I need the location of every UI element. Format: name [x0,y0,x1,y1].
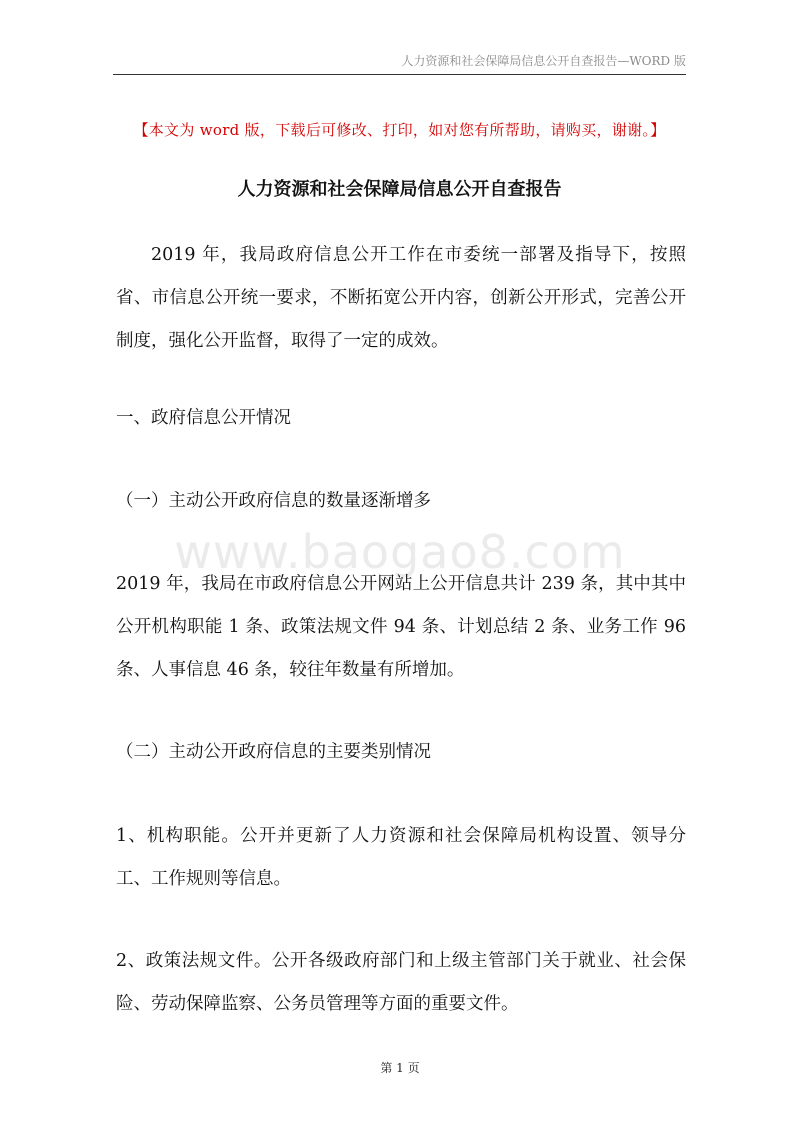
header-divider [113,74,686,75]
list-item-1: 1、机构职能。公开并更新了人力资源和社会保障局机构设置、领导分工、工作规则等信息。 [116,826,686,889]
intro-paragraph: 2019 年，我局政府信息公开工作在市委统一部署及指导下，按照省、市信息公开统一要求，不断拓宽公开内容，创新公开形式，完善公开制度，强化公开监督，取得了一定的成效。 [116,245,686,351]
subsection-1-body: 2019 年，我局在市政府信息公开网站上公开信息共计 239 条，其中其中公开机构职能 1 条、政策法规文件 94 条、计划总结 2 条、业务工作 96 条、人事信息 46 条，较往年数量有所增加。 [116,574,686,680]
watermark: www.baogao8.com [174,525,626,579]
purchase-notice: 【本文为 word 版，下载后可修改、打印，如对您有所帮助，请购买，谢谢。】 [133,121,666,139]
subsection-heading-1: （一）主动公开政府信息的数量逐渐增多 [116,491,431,511]
section-heading-1: 一、政府信息公开情况 [116,408,291,428]
list-item-2: 2、政策法规文件。公开各级政府部门和上级主管部门关于就业、社会保险、劳动保障监察、公务员管理等方面的重要文件。 [116,951,686,1014]
document-title: 人力资源和社会保障局信息公开自查报告 [237,179,562,200]
subsection-heading-2: （二）主动公开政府信息的主要类别情况 [116,742,431,762]
page-number: 第 1 页 [380,1061,420,1075]
running-header: 人力资源和社会保障局信息公开自查报告—WORD 版 [401,54,686,68]
